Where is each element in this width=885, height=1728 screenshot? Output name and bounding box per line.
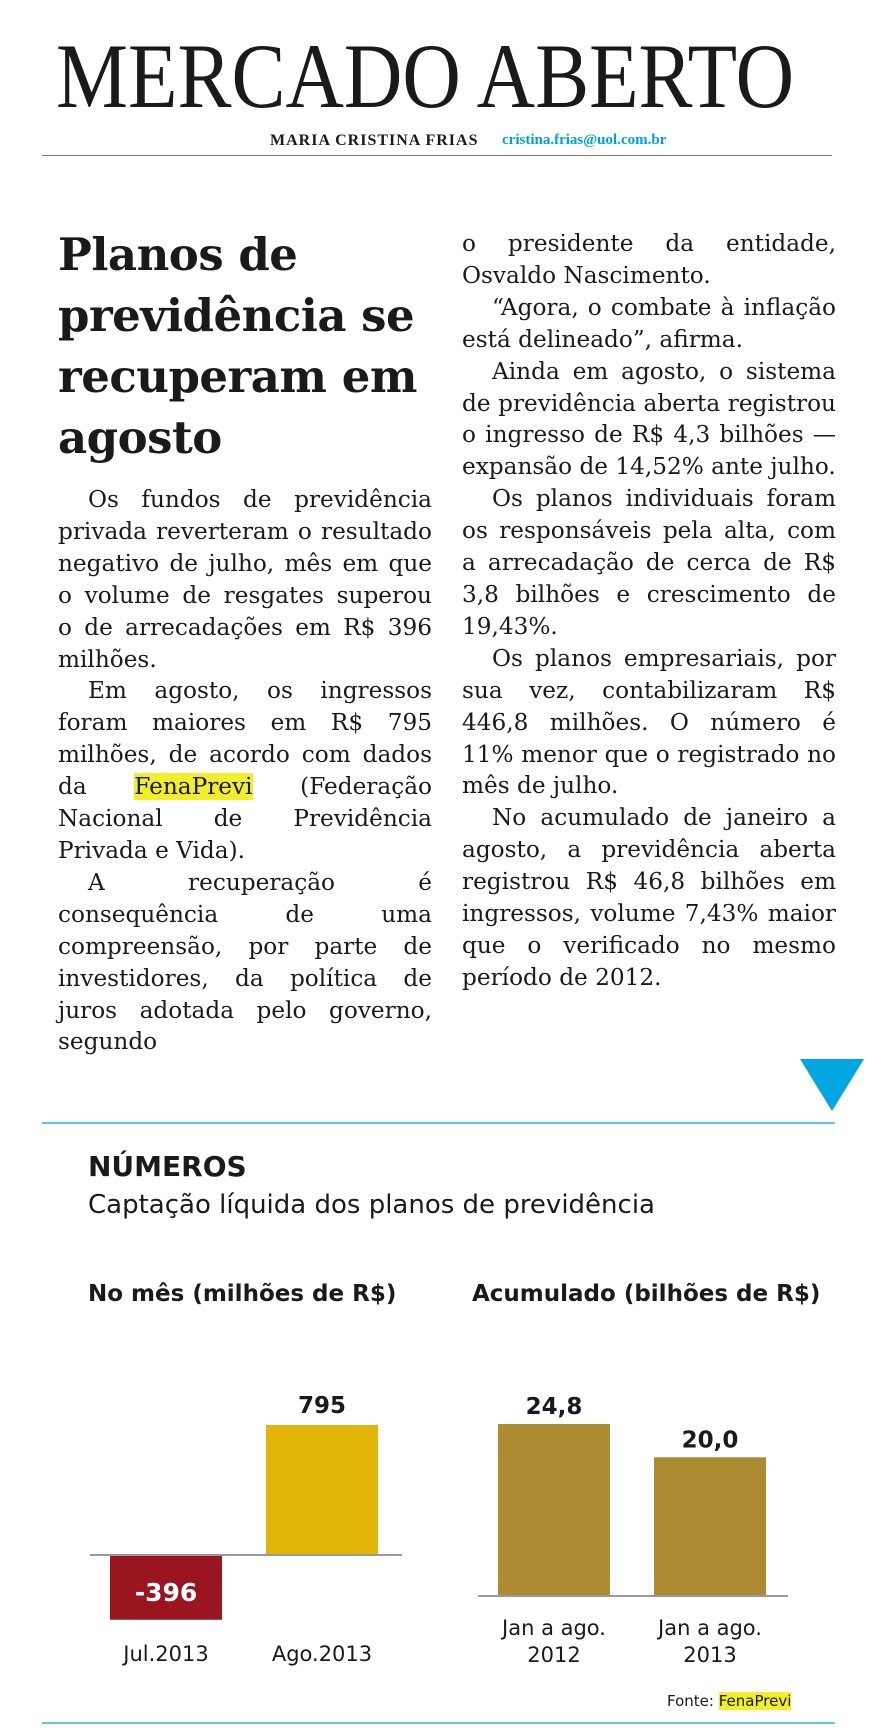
article-column-left <box>58 484 432 1058</box>
article-paragraph: Os fundos de previdência privada reverteram o resultado negativo de julho, mês em que o volume de resgates superou o de arrecadações em R$ 396 milhões. <box>58 486 432 673</box>
article-paragraph: Os planos individuais foram os responsáveis pela alta, com a arrecadação de cerca de R$ 3,8 bilhões e crescimento de 19,43%. <box>462 485 836 640</box>
article-column-right <box>462 228 836 994</box>
fenaprevi-highlight: FenaPrevi <box>134 773 253 801</box>
category-label: Jan a ago. <box>658 1616 762 1640</box>
paragraph-text: Em agosto, os ingressos foram maiores em R$ 795 milhões, de acordo com dados da <box>58 677 432 801</box>
data-label: -396 <box>134 1578 198 1607</box>
article-paragraph: Os planos empresariais, por sua vez, contabilizaram R$ 446,8 milhões. O número é 11% menor que o registrado no mês de julho. <box>462 644 836 800</box>
article-paragraph: Ainda em agosto, o sistema de previdência aberta registrou o ingresso de R$ 4,3 bilhões —expansão de 14,52% ante julho. <box>462 357 836 481</box>
source-name: FenaPrevi <box>718 1692 792 1710</box>
author-byline: MARIA CRISTINA FRIAS <box>270 132 479 149</box>
chart-monthly-title: No mês (milhões de R$) <box>88 1281 397 1307</box>
article-paragraph: A recuperação é consequência de uma compreensão, por parte de investidores, da política de juros adotada pelo governo, segundo <box>58 868 432 1056</box>
category-label: 2013 <box>683 1643 737 1667</box>
bar-ago.2013 <box>266 1425 378 1555</box>
paragraph-text: (Federação Nacional de Previdência Privada e Vida). <box>58 773 432 864</box>
section-divider-bottom <box>42 1722 835 1724</box>
data-label: 20,0 <box>681 1427 739 1454</box>
numbers-subtitle: Captação líquida dos planos de previdência <box>88 1190 655 1220</box>
category-label: Jan a ago. <box>502 1616 606 1640</box>
article-headline: Planos de previdência se recuperam em agosto <box>58 228 417 464</box>
article-paragraph: No acumulado de janeiro a agosto, a previdência aberta registrou R$ 46,8 bilhões em ingressos, volume 7,43% maior que o verificado no mesmo período de 2012. <box>462 804 836 991</box>
category-label: 2012 <box>527 1643 581 1667</box>
continue-arrow-icon <box>800 1059 864 1111</box>
author-email-link[interactable]: cristina.frias@uol.com.br <box>502 132 667 148</box>
data-label: 24,8 <box>525 1394 583 1420</box>
category-label: Jul.2013 <box>123 1642 209 1666</box>
source-label: Fonte: <box>667 1692 714 1710</box>
source-note <box>667 1692 791 1710</box>
bar-cumulative <box>654 1457 766 1596</box>
section-divider-top <box>42 1122 835 1124</box>
chart-monthly <box>80 1370 410 1670</box>
chart-cumulative <box>470 1370 810 1670</box>
category-label: Ago.2013 <box>271 1642 373 1666</box>
masthead-title: MERCADO ABERTO <box>56 25 795 127</box>
article-paragraph: “Agora, o combate à inflação está delineado”, afirma. <box>462 293 836 353</box>
article-paragraph: o presidente da entidade, Osvaldo Nascimento. <box>462 230 836 289</box>
article-paragraph <box>58 675 432 866</box>
masthead-divider <box>42 155 832 156</box>
data-label: 795 <box>297 1393 347 1419</box>
chart-cumulative-title: Acumulado (bilhões de R$) <box>472 1281 821 1307</box>
numbers-title: NÚMEROS <box>88 1150 247 1183</box>
bar-cumulative <box>498 1424 610 1596</box>
